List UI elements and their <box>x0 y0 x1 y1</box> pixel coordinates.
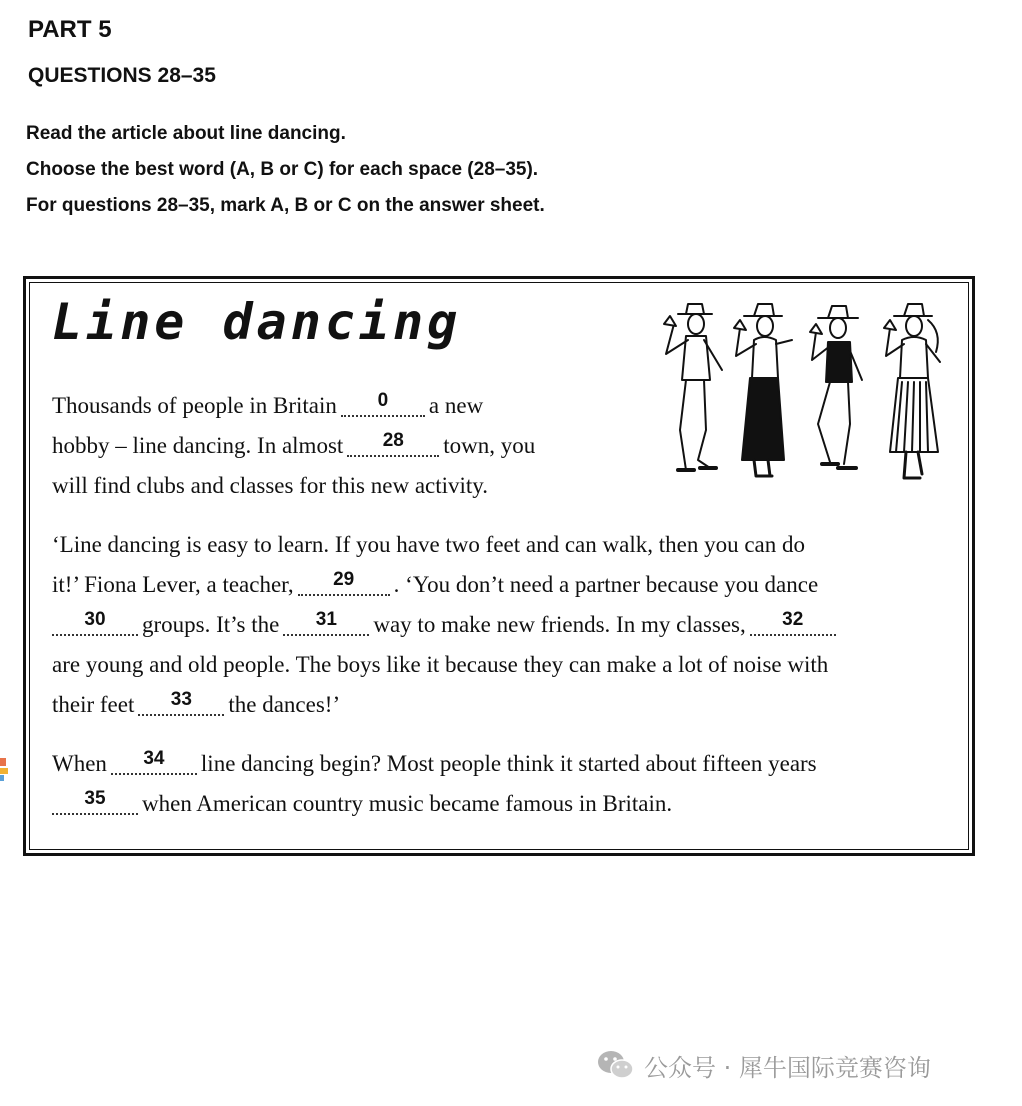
text-line: their feet $^{33}$ the dances!’ <box>52 689 341 717</box>
dancer-icon <box>810 306 862 468</box>
watermark <box>596 1045 931 1085</box>
gap-34: 34 <box>111 753 197 775</box>
watermark-text: 公众号 · 犀牛国际竞赛咨询 <box>644 1053 931 1082</box>
instruction-line: For questions 28–35, mark A, B or C on the answer sheet. <box>26 195 545 216</box>
article-paragraph-2 <box>52 525 840 725</box>
part-title: PART 5 <box>28 16 112 43</box>
gap-35: 35 <box>52 793 138 815</box>
gap-32: 32 <box>750 614 836 636</box>
text-line: will find clubs and classes for this new activity. <box>52 473 489 498</box>
text-line: $^{35}$ when American country music became famous in Britain. <box>52 784 817 824</box>
line-dancers-illustration-icon <box>650 296 950 492</box>
dancer-icon <box>664 304 722 470</box>
text-line: ‘Line dancing is easy to learn. If you have two feet and can walk, then you can do <box>52 532 805 557</box>
instruction-line: Read the article about line dancing. <box>26 123 346 144</box>
article-title: Line dancing <box>52 293 462 351</box>
article-paragraph-3 <box>52 744 817 824</box>
gap-0: 0 <box>341 395 425 417</box>
wechat-icon <box>596 1048 636 1082</box>
gap-31: 31 <box>283 614 369 636</box>
gap-28: 28 <box>347 435 439 457</box>
text-line: are young and old people. The boys like it because they can make a lot of noise with <box>52 652 829 677</box>
text-line: it!’ Fiona Lever, a teacher, $^{29}$ . ‘You don’t need a partner because you dance <box>52 569 819 597</box>
text-line: $^{30}$ groups. It’s the $^{31}$ way to make new friends. In my classes, $^{32}$ <box>52 605 840 645</box>
article-paragraph-1 <box>52 386 535 506</box>
text-line: When $^{34}$ line dancing begin? Most people think it started about fifteen years <box>52 748 817 776</box>
gap-30: 30 <box>52 614 138 636</box>
instruction-line: Choose the best word (A, B or C) for each space (28–35). <box>26 159 539 180</box>
text-line: Thousands of people in Britain $^0$ a new <box>52 390 484 418</box>
questions-heading: QUESTIONS 28–35 <box>28 64 216 87</box>
instructions <box>26 116 545 224</box>
dancer-icon <box>884 304 940 478</box>
edge-artifact <box>0 756 10 782</box>
dancer-icon <box>734 304 792 476</box>
text-line: hobby – line dancing. In almost $^{28}$ town, you <box>52 430 536 458</box>
gap-29: 29 <box>298 574 390 596</box>
gap-33: 33 <box>138 694 224 716</box>
